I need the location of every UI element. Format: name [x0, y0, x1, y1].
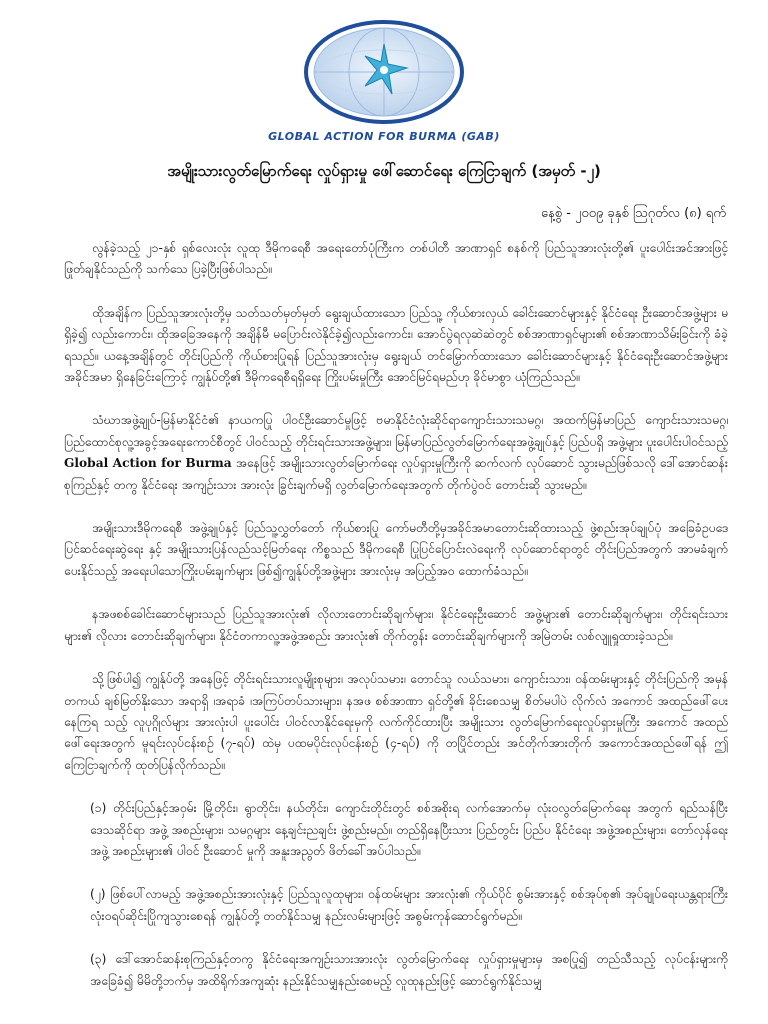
paragraph-3-text-before: သံဃာအဖွဲ့ချုပ်-မြန်မာနိုင်ငံ၏ နာယကပြု ပါဝင်ဦးဆောင်မှုဖြင့် ဗမာနိုင်ငံလုံးဆိုင်ရာကျောင်းသားသမဂ္ဂ၊ အထက်မြန်မာပြည် ကျောင်းသားသမဂ္ဂ၊ ပြည်ထောင်စုလူ့အခွင့်အရေးကောင်စီတွင် ပါဝင်သည့် တိုင်းရင်းသားအဖွဲ့များ၊ မြန်မာပြည်လွတ်မြောက်ရေးအဖွဲ့ချုပ်နှင့် ပြည်ပရှိ အဖွဲ့များ ပူးပေါင်းပါဝင်သည့် — [64, 413, 728, 449]
paragraph-2: ထိုအချိန်က ပြည်သူအားလုံးတို့မှ သတ်သတ်မှတ်မှတ် ရွေးချယ်ထားသော ပြည်သူ့ ကိုယ်စားလှယ် ခေါင်းဆောင်များနှင့် နိုင်ငံရေး ဦးဆောင်အဖွဲ့များ မရှိခဲ့၍ လည်းကောင်း၊ ထိုအခြေအနေကို အချိန်မီ မပြောင်းလဲနိုင်ခဲ့၍လည်းကောင်း၊ အောင်ပွဲရလုဆဲဆဲတွင် စစ်အာဏာရှင်များ၏ စစ်အာဏာသိမ်းခြင်းကို ခံခဲ့ရသည်။ ယနေ့အချိန်တွင် တိုင်းပြည်ကို ကိုယ်စားပြုရန် ပြည်သူအားလုံးမှ ရွေးချယ် တင်မြှောက်ထားသော ခေါင်းဆောင်များနှင့် နိုင်ငံရေးဦးဆောင်အဖွဲ့များ အခိုင်အမာ ရှိနေခြင်းကြောင့် ကျွန်ုပ်တို့၏ ဒီမိုကရေစီရရှိရေး ကြိုးပမ်းမှုကြီး အောင်မြင်ရမည်ဟု ခိုင်မာစွာ ယုံကြည်သည်။ — [64, 305, 728, 385]
logo-block — [0, 18, 768, 148]
document-body — [64, 238, 728, 1014]
list-item-3: (၃) ဒေါ်အောင်ဆန်းစုကြည်နှင့်တကွ နိုင်ငံရေးအကျဉ်းသားအားလုံး လွတ်မြောက်ရေး လှုပ်ရှားမှုများမှ အစပြု၍ တည်သီသည့် လုပ်ငန်းများကို အခြေခံ၍ မိမိတို့ဘက်မှ အထိရိုက်အကျဆုံး နည်းနိုင်သမျှနည်းစေမည့် လူထုနည်းဖြင့် ဆောင်ရွက်နိုင်သမျှ — [90, 952, 728, 988]
logo-text: GLOBAL ACTION FOR BURMA (GAB) — [268, 130, 500, 143]
paragraph-6: သို့ဖြစ်ပါ၍ ကျွန်ုပ်တို့ အနေဖြင့် တိုင်းရင်းသားလူမျိုးစုများ၊ အလုပ်သမား၊ တောင်သူ လယ်သမား၊ ကျောင်းသား၊ ဝန်ထမ်းများနှင့် တိုင်းပြည်ကို အမှန် တကယ် ချစ်မြတ်နိုးသော အရာရှိ ၊အရာခံ ၊အကြပ်တပ်သားများ၊ နအဖ စစ်အာဏာ ရှင်တို့၏ ခိုင်းစေသမျှ စိတ်မပါပဲ လိုက်လံ အကောင် အထည်ဖေါ်ပေး နေကြရ သည့် လူပုဂ္ဂိုလ်များ အားလုံးပါ ပူးပေါင်း ပါဝင်လာနိုင်ရေးမှကို လက်ကိုင်ထားပြီး အမျိုးသား လွတ်မြောက်ရေးလှုပ်ရှားမှုကြီး အကောင် အထည် ဖေါ်ရေးအတွက် မူရင်းလုပ်ငန်းစဉ် (၇-ရပ်) ထဲမှ ပထမပိုင်းလုပ်ငန်းစဉ် (၄-ရပ်) ကို တပြိုင်တည်း အင်တိုက်အားတိုက် အကောင်အထည်ဖေါ်ရန် ဤကြေငြာချက်ကို ထုတ်ပြန်လိုက်သည်။ — [64, 672, 728, 772]
paragraph-1: လွန်ခဲ့သည့် ၂၁-နှစ် ရှစ်လေးလုံး လူထု ဒီမိုကရေစီ အရေးတော်ပုံကြီးက တစ်ပါတီ အာဏာရှင် စနစ်ကို ပြည်သူအားလုံးတို့၏ ပူးပေါင်းအင်အားဖြင့် ဖြုတ်ချနိုင်သည်ကို သက်သေ ပြခဲ့ပြီးဖြစ်ပါသည်။ — [64, 241, 728, 277]
document-date: နေ့စွဲ - ၂၀၀၉ ခုနှစ် ဩဂုတ်လ (၈) ရက် — [540, 206, 726, 221]
list-item-2: (၂) ဖြစ်ပေါ်လာမည့် အဖွဲ့အစည်းအားလုံးနှင့် ပြည်သူလူထုများ၊ ဝန်ထမ်းများ အားလုံး၏ ကိုယ်ပိုင် စွမ်းအားနှင့် စစ်အုပ်စု၏ အုပ်ချုပ်ရေးယန္တရားကြီး လုံးဝရပ်ဆိုင်းပြိုကျသွားစေရန် ကျွန်ုပ်တို့ တတ်နိုင်သမျှ နည်းလမ်းများဖြင့် အစွမ်းကုန်ဆောင်ရွက်မည်။ — [90, 887, 728, 923]
paragraph-4: အမျိုးသားဒီမိုကရေစီ အဖွဲ့ချုပ်နှင့် ပြည်သူ့လွှတ်တော် ကိုယ်စားပြု ကော်မတီတို့မှအခိုင်အမာတောင်းဆိုထားသည့် ဖွဲ့စည်းအုပ်ချုပ်ပုံ အခြေခံဥပဒေ ပြင်ဆင်ရေးဆွဲရေး နှင့် အမျိုးသားပြန်လည်သင့်မြတ်ရေး ကိစ္စသည် ဒီမိုကရေစီ ပြုပြင်ပြောင်းလဲရေးကို လုပ်ဆောင်ရာတွင် တိုင်းပြည်အတွက် အာမခံချက်ပေးနိုင်သည့် အရေးပါသောကြိုးပမ်းချက်များ ဖြစ်၍ကျွန်ုပ်တို့အဖွဲ့များ အားလုံးမှ အပြည့်အဝ ထောက်ခံသည်။ — [64, 521, 728, 578]
paragraph-3-text-after: အနေဖြင့် အမျိုးသားလွတ်မြောက်ရေး လှုပ်ရှားမှုကြီးကို ဆက်လက် လုပ်ဆောင် သွားမည်ဖြစ်သလို ဒေါ်အောင်ဆန်းစုကြည်နှင့် တကွ နိုင်ငံရေး အကျဉ်းသား အားလုံး ခြွင်းချက်မရှိ လွတ်မြောက်ရေးအတွက် တိုက်ပွဲဝင် တောင်းဆို သွားမည်။ — [64, 456, 728, 492]
paragraph-5: နအဖစစ်ခေါင်းဆောင်များသည် ပြည်သူအားလုံး၏ လိုလားတောင်းဆိုချက်များ၊ နိုင်ငံရေးဦးဆောင် အဖွဲ့များ၏ တောင်းဆိုချက်များ၊ တိုင်းရင်းသားများ၏ လိုလား တောင်းဆိုချက်များ၊ နိုင်ငံတကာလူ့အဖွဲ့အစည်း အားလုံး၏ တိုက်တွန်း တောင်းဆိုချက်များကို အမြဲတမ်း လစ်လျူရှုထားခဲ့သည်။ — [64, 607, 728, 643]
globe-star-logo-icon — [299, 18, 469, 126]
page-title: အမျိုးသားလွတ်မြောက်ရေး လှုပ်ရှားမှု ဖေါ်ဆောင်ရေး ကြေငြာချက် (အမှတ် -၂) — [167, 162, 601, 180]
paragraph-3 — [64, 410, 728, 496]
organization-name: Global Action for Burma — [64, 456, 232, 471]
list-item-1: (၁) တိုင်းပြည်နှင့်အဝှမ်း မြို့တိုင်း၊ ရွာတိုင်း၊ နယ်တိုင်း၊ ကျောင်းတိုင်းတွင် စစ်အစိုးရ လက်အောက်မှ လုံးဝလွတ်မြောက်ရေး အတွက် ရည်သန်ပြီး ဒေသဆိုင်ရာ အဖွဲ့ အစည်းများ၊ သမဂ္ဂများ နေ့ချင်းညချင်း ဖွဲ့စည်းမည်။ တည်ရှိနေပြီးသား ပြည်တွင်း ပြည်ပ နိုင်ငံရေး အဖွဲ့အစည်းများ၊ တော်လှန်ရေးအဖွဲ့ အစည်းများ၏ ပါဝင် ဦးဆောင် မှုကို အနူးအညွတ် ဖိတ်ခေါ်အပ်ပါသည်။ — [90, 801, 728, 858]
